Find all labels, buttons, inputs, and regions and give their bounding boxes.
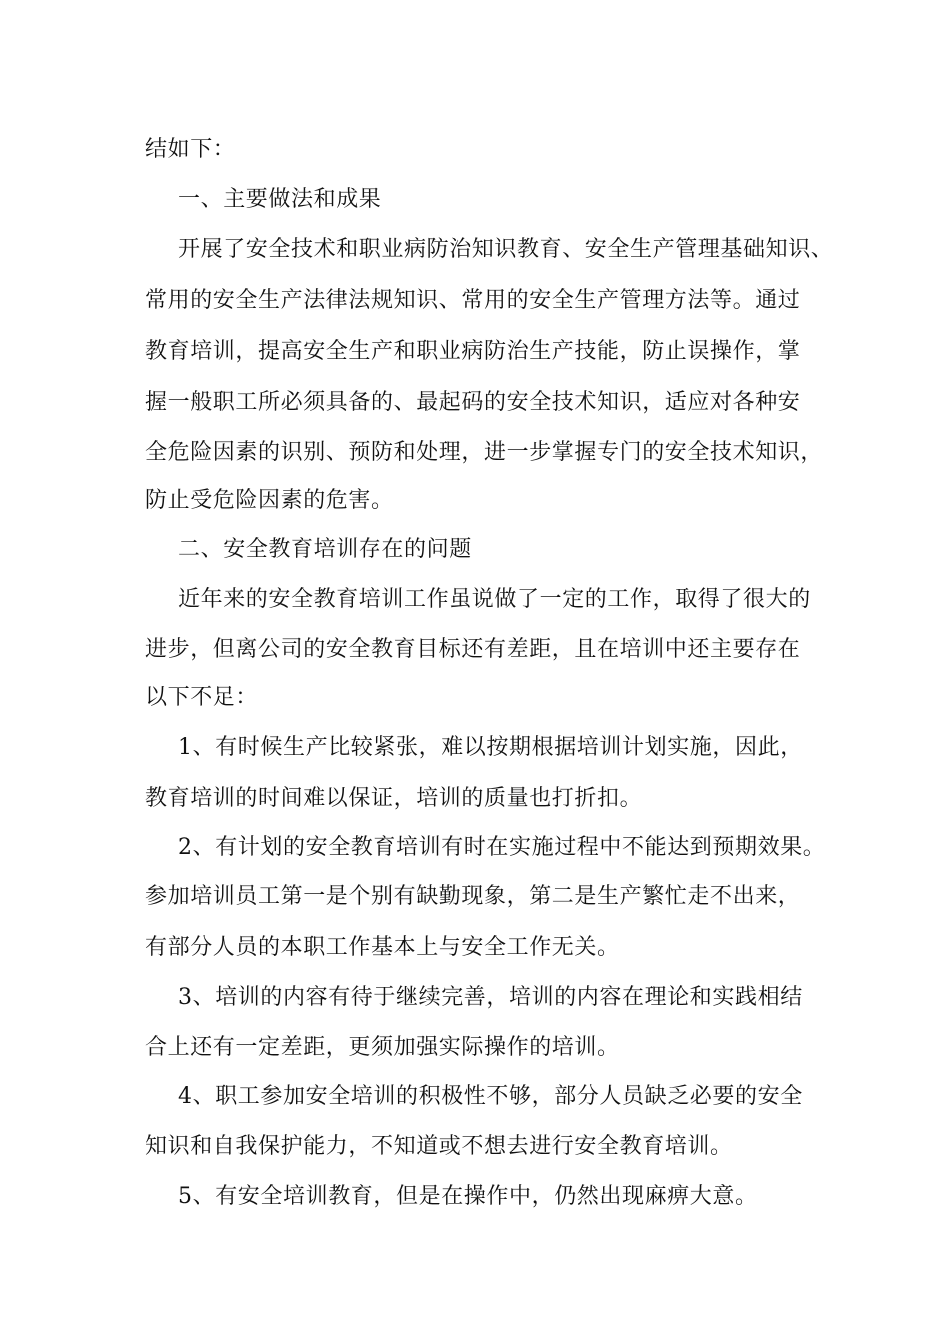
text-line: 有部分人员的本职工作基本上与安全工作无关。	[145, 935, 620, 960]
text-line: 4、职工参加安全培训的积极性不够，部分人员缺乏必要的安全	[178, 1084, 803, 1109]
text-line: 合上还有一定差距，更须加强实际操作的培训。	[145, 1035, 620, 1060]
text-line: 以下不足：	[145, 685, 259, 710]
text-line: 进步，但离公司的安全教育目标还有差距，且在培训中还主要存在	[145, 637, 801, 662]
section-heading: 二、安全教育培训存在的问题	[178, 537, 472, 562]
text-line: 1、有时候生产比较紧张，难以按期根据培训计划实施，因此，	[178, 735, 803, 760]
text-line: 常用的安全生产法律法规知识、常用的安全生产管理方法等。通过	[145, 288, 801, 313]
text-line: 教育培训，提高安全生产和职业病防治生产技能，防止误操作，掌	[145, 339, 801, 364]
text-line: 防止受危险因素的危害。	[145, 488, 394, 513]
text-line: 教育培训的时间难以保证，培训的质量也打折扣。	[145, 786, 643, 811]
text-line: 开展了安全技术和职业病防治知识教育、安全生产管理基础知识、	[178, 237, 834, 262]
section-heading: 一、主要做法和成果	[178, 187, 382, 212]
text-line: 全危险因素的识别、预防和处理，进一步掌握专门的安全技术知识，	[145, 440, 824, 465]
text-line: 2、有计划的安全教育培训有时在实施过程中不能达到预期效果。	[178, 835, 826, 860]
text-line: 参加培训员工第一是个别有缺勤现象，第二是生产繁忙走不出来，	[145, 884, 801, 909]
text-line: 知识和自我保护能力，不知道或不想去进行安全教育培训。	[145, 1134, 733, 1159]
text-line: 握一般职工所必须具备的、最起码的安全技术知识，适应对各种安	[145, 390, 801, 415]
text-line: 3、培训的内容有待于继续完善，培训的内容在理论和实践相结	[178, 985, 803, 1010]
text-line: 近年来的安全教育培训工作虽说做了一定的工作，取得了很大的	[178, 587, 811, 612]
text-line: 5、有安全培训教育，但是在操作中，仍然出现麻痹大意。	[178, 1184, 758, 1209]
text-line: 结如下：	[145, 137, 236, 162]
